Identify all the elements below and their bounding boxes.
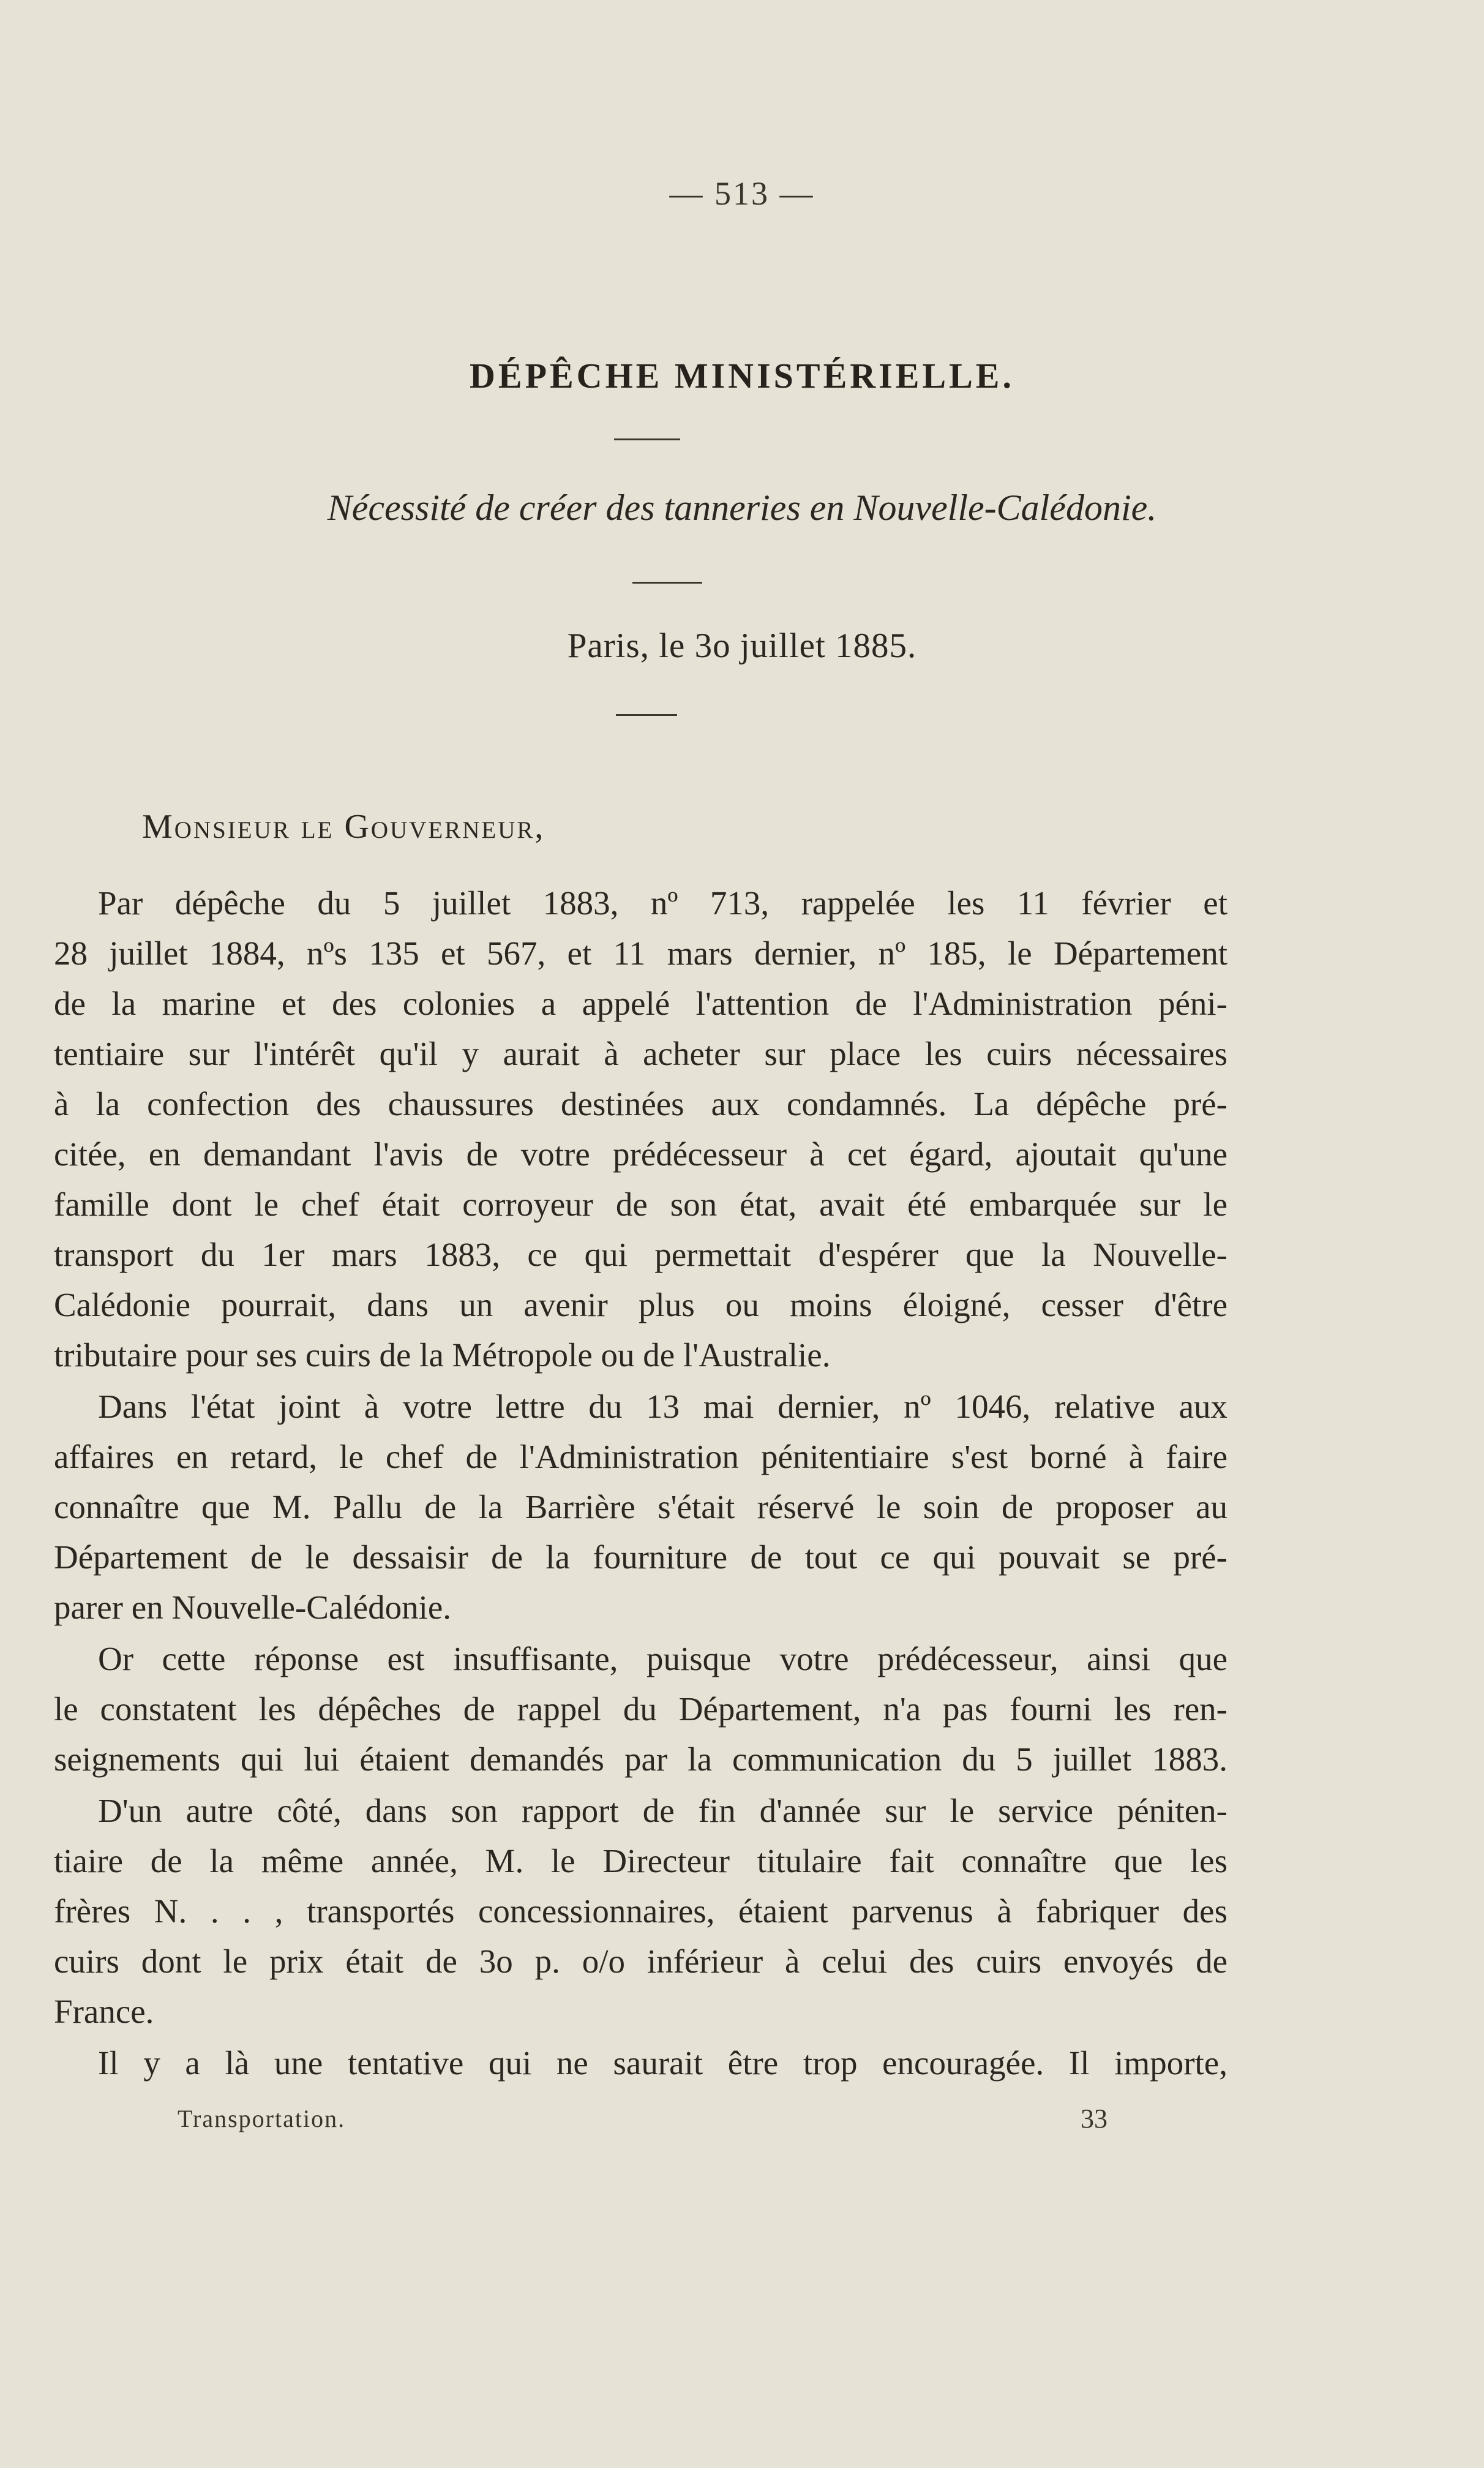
- body-line: seignements qui lui étaient demandés par la communication du 5 juillet 1883.: [54, 1740, 1227, 1778]
- page-number: — 513 —: [669, 175, 815, 212]
- body-line: tributaire pour ses cuirs de la Métropole ou de l'Australie.: [54, 1336, 831, 1374]
- document-title: DÉPÊCHE MINISTÉRIELLE.: [470, 356, 1014, 396]
- body-line: de la marine et des colonies a appelé l'attention de l'Administration péni-: [54, 985, 1227, 1022]
- dateline: Paris, le 3o juillet 1885.: [567, 626, 917, 665]
- body-line: Par dépêche du 5 juillet 1883, nº 713, rappelée les 11 février et: [98, 884, 1227, 922]
- document-subtitle: Nécessité de créer des tanneries en Nouvelle-Calédonie.: [327, 487, 1157, 528]
- body-line: Dans l'état joint à votre lettre du 13 mai dernier, nº 1046, relative aux: [98, 1388, 1227, 1425]
- footer-section-label: Transportation.: [178, 2105, 346, 2132]
- body-line: Calédonie pourrait, dans un avenir plus ou moins éloigné, cesser d'être: [54, 1286, 1227, 1323]
- signature-mark: 33: [1081, 2104, 1107, 2134]
- body-line: parer en Nouvelle-Calédonie.: [54, 1589, 452, 1626]
- body-line: à la confection des chaussures destinées aux condamnés. La dépêche pré-: [54, 1085, 1227, 1123]
- body-line: cuirs dont le prix était de 3o p. o/o inférieur à celui des cuirs envoyés de: [54, 1943, 1227, 1980]
- body-line: connaître que M. Pallu de la Barrière s'était réservé le soin de proposer au: [54, 1488, 1227, 1526]
- body-line: transport du 1er mars 1883, ce qui permettait d'espérer que la Nouvelle-: [54, 1236, 1227, 1273]
- body-line: D'un autre côté, dans son rapport de fin d'année sur le service péniten-: [98, 1792, 1227, 1829]
- separator-rule: [614, 438, 680, 440]
- body-line: citée, en demandant l'avis de votre prédécesseur à cet égard, ajoutait qu'une: [54, 1135, 1227, 1173]
- body-line: France.: [54, 1993, 154, 2030]
- body-line: le constatent les dépêches de rappel du Département, n'a pas fourni les ren-: [54, 1690, 1227, 1728]
- body-line: frères N. . . , transportés concessionnaires, étaient parvenus à fabriquer des: [54, 1892, 1227, 1930]
- body-line: Il y a là une tentative qui ne saurait être trop encouragée. Il importe,: [98, 2044, 1227, 2082]
- salutation: Monsieur le Gouverneur,: [142, 808, 545, 846]
- separator-rule: [616, 714, 677, 716]
- body-line: Or cette réponse est insuffisante, puisque votre prédécesseur, ainsi que: [98, 1640, 1227, 1677]
- body-line: 28 juillet 1884, nºs 135 et 567, et 11 mars dernier, nº 185, le Département: [54, 935, 1227, 972]
- separator-rule: [632, 582, 702, 584]
- body-line: Département de le dessaisir de la fourniture de tout ce qui pouvait se pré-: [54, 1538, 1227, 1576]
- body-line: affaires en retard, le chef de l'Administration pénitentiaire s'est borné à faire: [54, 1438, 1227, 1475]
- body-line: tiaire de la même année, M. le Directeur titulaire fait connaître que les: [54, 1842, 1227, 1879]
- body-line: tentiaire sur l'intérêt qu'il y aurait à acheter sur place les cuirs nécessaires: [54, 1035, 1227, 1072]
- body-line: famille dont le chef était corroyeur de son état, avait été embarquée sur le: [54, 1186, 1227, 1223]
